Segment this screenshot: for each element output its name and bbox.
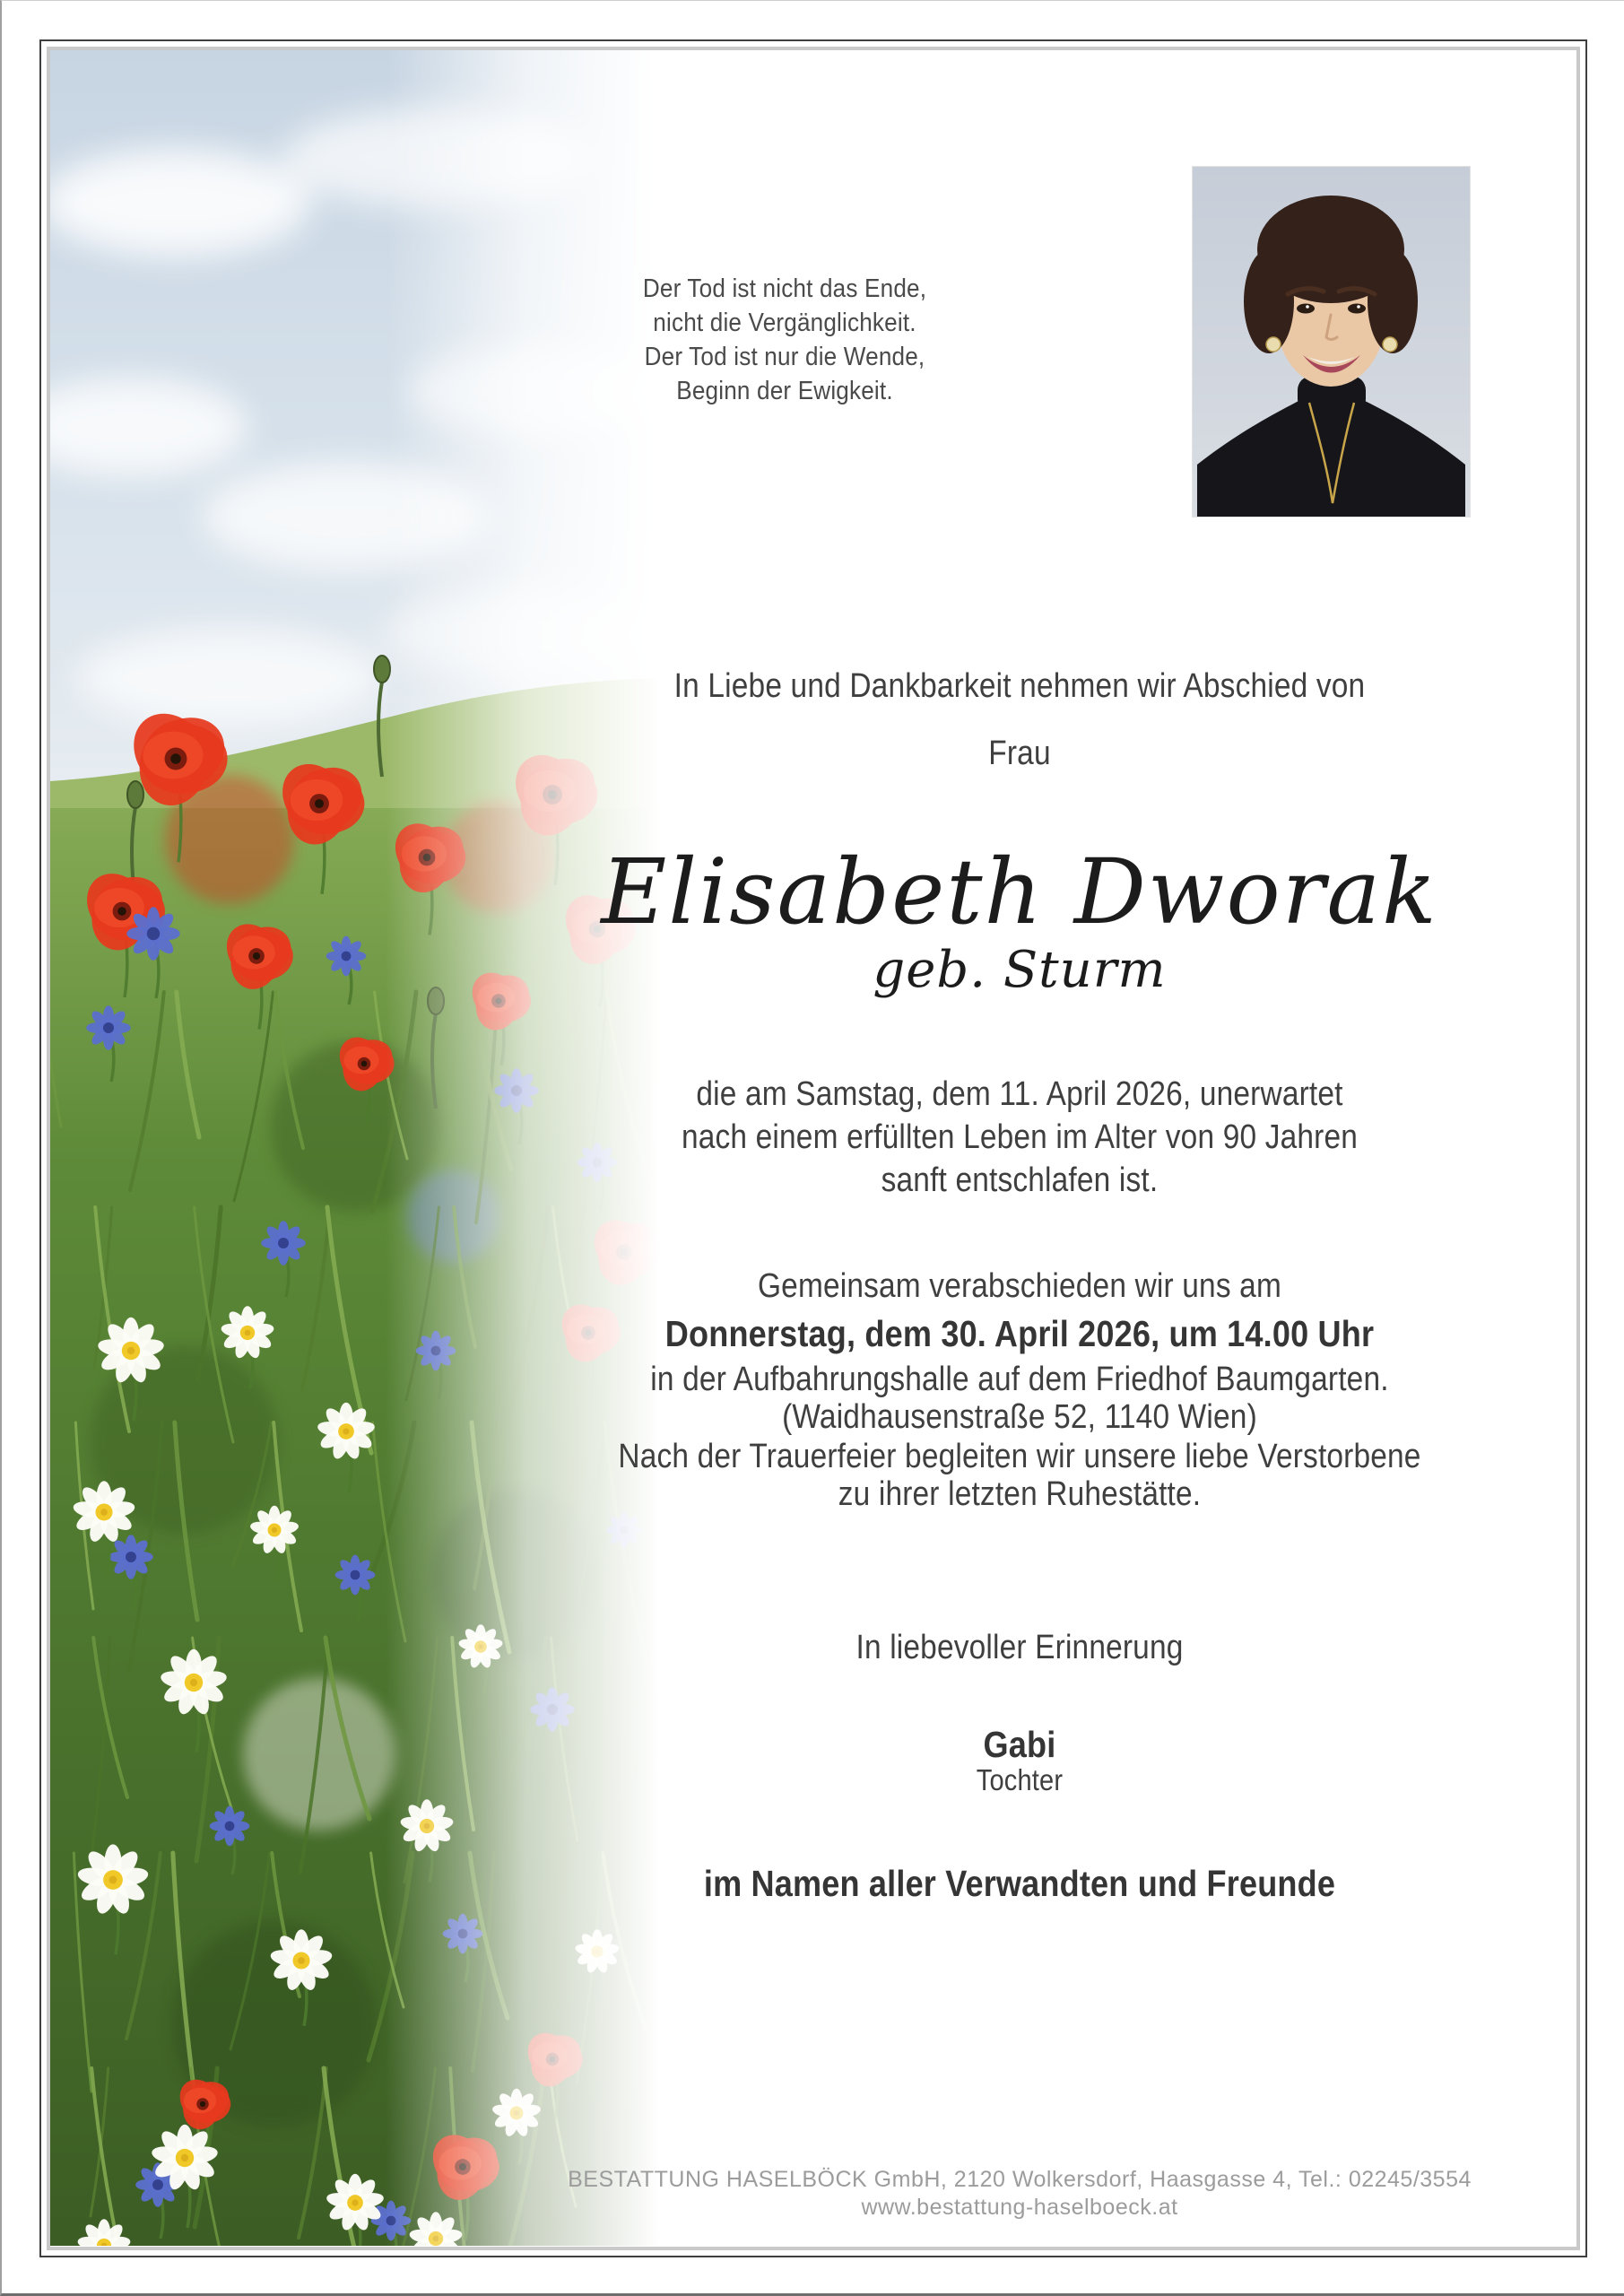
service-location: in der Aufbahrungshalle auf dem Friedhof Baumgarten. [650,1361,1389,1398]
service-intro: Gemeinsam verabschieden wir uns am [757,1267,1281,1305]
closing-line: im Namen aller Verwandten und Freunde [703,1863,1336,1904]
poem-line-1: Der Tod ist nicht das Ende, [642,274,927,303]
procession-line-1: Nach der Trauerfeier begleiten wir unsere liebe Verstorbene [618,1438,1421,1475]
remembrance-title: In liebevoller Erinnerung [855,1629,1184,1666]
mourner-name: Gabi [983,1724,1056,1765]
service-address: (Waidhausenstraße 52, 1140 Wien) [782,1398,1257,1436]
death-line-3: sanft entschlafen ist. [881,1161,1159,1199]
portrait-photo [1193,167,1470,517]
poem-line-4: Beginn der Ewigkeit. [676,377,893,405]
procession-line-2: zu ihrer letzten Ruhestätte. [838,1475,1202,1513]
death-line-2: nach einem erfüllten Leben im Alter von 90 Jahren [681,1118,1359,1156]
announcement-intro: In Liebe und Dankbarkeit nehmen wir Abschied von [673,667,1366,705]
salutation: Frau [988,735,1051,772]
maiden-name: geb. Sturm [873,941,1167,999]
service-datetime: Donnerstag, dem 30. April 2026, um 14.00 Uhr [664,1313,1375,1354]
poem-line-3: Der Tod ist nur die Wende, [644,343,925,371]
poem-line-2: nicht die Vergänglichkeit. [653,309,916,337]
portrait-illustration [1193,167,1470,517]
deceased-name: Elisabeth Dworak [601,839,1438,944]
funeral-home-website: www.bestattung-haselboeck.at [861,2195,1178,2220]
mourner-relation: Tochter [976,1763,1064,1796]
death-line-1: die am Samstag, dem 11. April 2026, unerwartet [696,1075,1343,1113]
funeral-home-line: BESTATTUNG HASELBÖCK GmbH, 2120 Wolkersdorf, Haasgasse 4, Tel.: 02245/3554 [568,2167,1472,2192]
